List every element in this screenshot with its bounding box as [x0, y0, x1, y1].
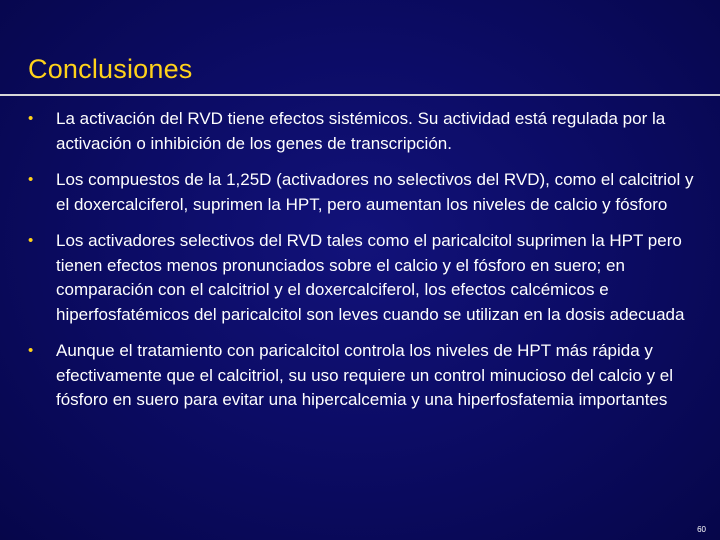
- bullet-dot-icon: •: [28, 232, 34, 249]
- slide-title: Conclusiones: [28, 54, 193, 84]
- bullet-dot-icon: •: [28, 342, 34, 359]
- bullet-item: [28, 168, 708, 217]
- bullet-item: [28, 107, 708, 156]
- bullet-dot-icon: •: [28, 110, 34, 127]
- bullet-text: Aunque el tratamiento con paricalcitol controla los niveles de HPT más rápida y efectivamente que el calcitriol, su uso requiere un control minucioso del calcio y el fósforo en suero para evitar una hipercalcemia y una hiperfosfatemia importantes: [56, 341, 674, 409]
- bullet-list: [28, 107, 708, 425]
- title-divider: [0, 94, 720, 96]
- bullet-item: [28, 229, 708, 327]
- bullet-item: [28, 339, 708, 413]
- bullet-dot-icon: •: [28, 171, 34, 188]
- bullet-text: La activación del RVD tiene efectos sistémicos. Su actividad está regulada por la activación o inhibición de los genes de transcripción.: [56, 109, 666, 153]
- bullet-text: Los compuestos de la 1,25D (activadores no selectivos del RVD), como el calcitriol y el doxercalciferol, suprimen la HPT, pero aumentan los niveles de calcio y fósforo: [56, 170, 694, 214]
- page-number: 60: [697, 525, 706, 534]
- bullet-text: Los activadores selectivos del RVD tales como el paricalcitol suprimen la HPT pero tienen efectos menos pronunciados sobre el calcio y el fósforo en suero; en comparación con el calcitriol y el doxercalciferol, los efectos calcémicos e hiperfosfatémicos del paricalcitol son leves cuando se utilizan en la dosis adecuada: [56, 231, 685, 324]
